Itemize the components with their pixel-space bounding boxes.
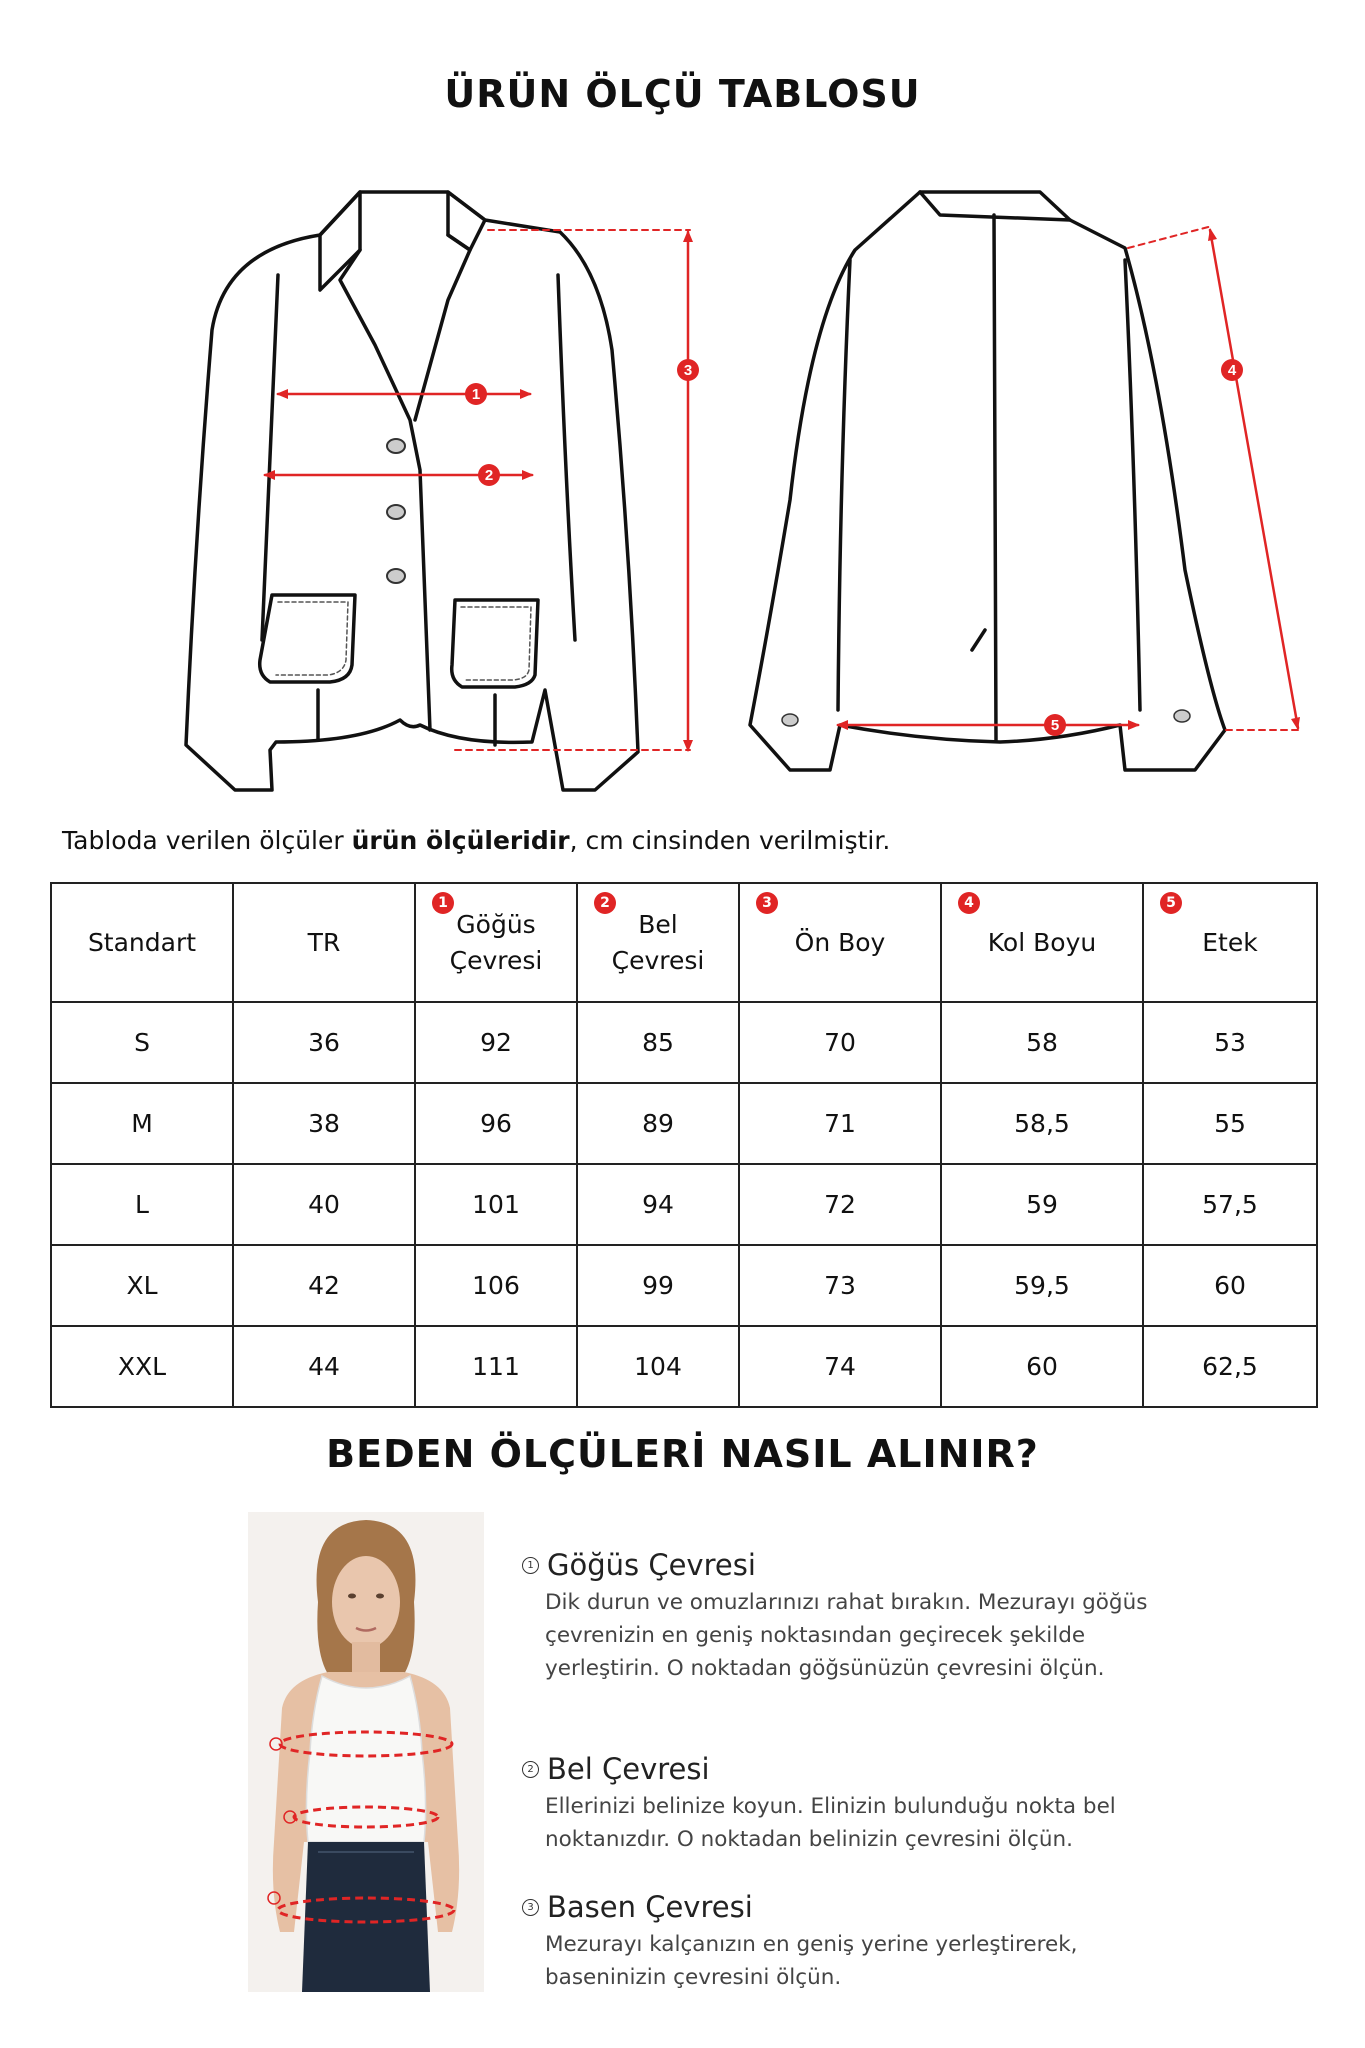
badge-4: 4 (958, 892, 980, 914)
table-row (51, 1083, 1317, 1164)
table-cell: 44 (233, 1326, 415, 1407)
instruction-number: 3 (522, 1899, 539, 1916)
table-cell: 59 (941, 1164, 1143, 1245)
table-cell: 70 (739, 1002, 941, 1083)
table-cell: XXL (51, 1326, 233, 1407)
table-cell: 36 (233, 1002, 415, 1083)
marker-4-label: 4 (1227, 362, 1237, 379)
marker-5-label: 5 (1050, 717, 1060, 734)
instruction-text: Ellerinizi belinize koyun. Elinizin bulunduğu nokta bel noktanızdır. O noktadan belinizin çevresini ölçün. (545, 1794, 1116, 1852)
table-header-row (51, 883, 1317, 1002)
table-cell: 92 (415, 1002, 577, 1083)
table-cell: 72 (739, 1164, 941, 1245)
jacket-front-sketch (186, 192, 638, 790)
instruction-text: Mezurayı kalçanızın en geniş yerine yerleştirerek, baseninizin çevresini ölçün. (545, 1932, 1078, 1990)
table-row (51, 1245, 1317, 1326)
table-cell: 58,5 (941, 1083, 1143, 1164)
table-cell: 101 (415, 1164, 577, 1245)
instruction-title: Bel Çevresi (547, 1752, 710, 1786)
table-cell: XL (51, 1245, 233, 1326)
table-row (51, 1002, 1317, 1083)
marker-2-label: 2 (484, 467, 494, 484)
note-text: Tabloda verilen ölçüler (62, 826, 352, 855)
table-cell: L (51, 1164, 233, 1245)
table-row (51, 1164, 1317, 1245)
table-cell: 55 (1143, 1083, 1317, 1164)
table-cell: M (51, 1083, 233, 1164)
table-cell: 111 (415, 1326, 577, 1407)
header-bel: 2 Bel Çevresi (577, 883, 739, 1002)
table-cell: 73 (739, 1245, 941, 1326)
table-cell: 85 (577, 1002, 739, 1083)
table-cell: 99 (577, 1245, 739, 1326)
badge-2: 2 (594, 892, 616, 914)
header-on-boy: 3 Ön Boy (739, 883, 941, 1002)
table-cell: 59,5 (941, 1245, 1143, 1326)
table-cell: 38 (233, 1083, 415, 1164)
table-cell: 62,5 (1143, 1326, 1317, 1407)
instruction-heading (522, 1548, 1162, 1582)
jacket-measurement-diagram (0, 170, 1365, 810)
marker-3-label: 3 (683, 362, 693, 379)
how-to-measure-title: BEDEN ÖLÇÜLERİ NASIL ALINIR? (326, 1432, 1039, 1476)
page-title: ÜRÜN ÖLÇÜ TABLOSU (444, 72, 921, 116)
marker-1-label: 1 (471, 386, 481, 403)
note-bold-text: ürün ölçüleridir (351, 826, 570, 855)
instruction-heading (522, 1752, 1162, 1786)
instruction-waist (522, 1752, 1162, 1856)
instruction-heading (522, 1890, 1162, 1924)
table-cell: 104 (577, 1326, 739, 1407)
table-cell: 106 (415, 1245, 577, 1326)
header-kol-boyu: 4 Kol Boyu (941, 883, 1143, 1002)
header-standart: Standart (51, 883, 233, 1002)
model-photo-illustration (248, 1512, 484, 1992)
table-cell: 94 (577, 1164, 739, 1245)
table-cell: 74 (739, 1326, 941, 1407)
instruction-title: Basen Çevresi (547, 1890, 753, 1924)
table-cell: 58 (941, 1002, 1143, 1083)
table-cell: 60 (941, 1326, 1143, 1407)
instruction-number: 2 (522, 1761, 539, 1778)
header-tr: TR (233, 883, 415, 1002)
instruction-text: Dik durun ve omuzlarınızı rahat bırakın. Mezurayı göğüs çevrenizin en geniş noktasından geçirecek şekilde yerleştirin. O noktadan göğsünüzün çevresini ölçün. (545, 1590, 1148, 1681)
size-table (50, 882, 1318, 1408)
instruction-hip (522, 1890, 1162, 1994)
table-row (51, 1326, 1317, 1407)
table-cell: 57,5 (1143, 1164, 1317, 1245)
table-cell: 71 (739, 1083, 941, 1164)
measurement-note (62, 826, 890, 855)
table-cell: 42 (233, 1245, 415, 1326)
badge-3: 3 (756, 892, 778, 914)
table-cell: S (51, 1002, 233, 1083)
instruction-number: 1 (522, 1557, 539, 1574)
table-cell: 96 (415, 1083, 577, 1164)
badge-1: 1 (432, 892, 454, 914)
jacket-back-sketch (750, 192, 1225, 770)
table-cell: 40 (233, 1164, 415, 1245)
table-cell: 53 (1143, 1002, 1317, 1083)
header-etek: 5 Etek (1143, 883, 1317, 1002)
table-cell: 89 (577, 1083, 739, 1164)
instruction-title: Göğüs Çevresi (547, 1548, 756, 1582)
badge-5: 5 (1160, 892, 1182, 914)
header-gogus: 1 Göğüs Çevresi (415, 883, 577, 1002)
instruction-chest (522, 1548, 1162, 1685)
table-cell: 60 (1143, 1245, 1317, 1326)
note-text-end: , cm cinsinden verilmiştir. (569, 826, 891, 855)
